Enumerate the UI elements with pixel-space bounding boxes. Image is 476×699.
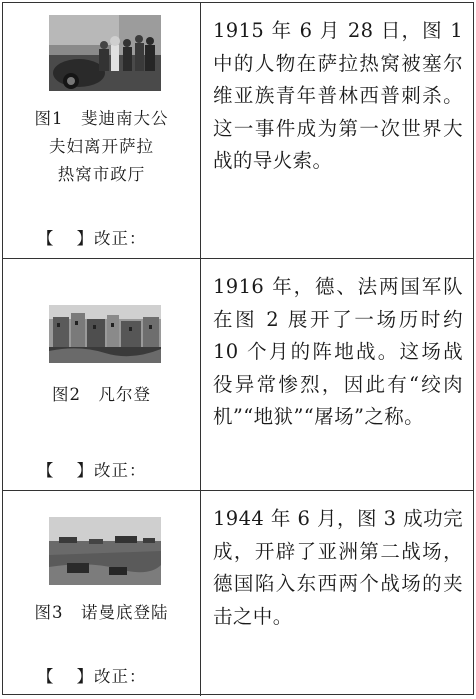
correction-blank-2[interactable] bbox=[37, 457, 147, 481]
caption-line: 图3 诺曼底登陆 bbox=[34, 603, 169, 622]
correction-blank-3[interactable] bbox=[37, 663, 147, 687]
caption-line: 热窝市政厅 bbox=[57, 165, 146, 184]
photo-verdun bbox=[49, 305, 161, 363]
figure-cell-2 bbox=[3, 259, 201, 490]
statement-text-3: 1944 年 6 月，图 3 成功完成，开辟了亚洲第二战场，德国陷入东西两个战场的夹击之中。 bbox=[213, 507, 463, 628]
figure-cell-3 bbox=[3, 491, 201, 696]
caption-line: 夫妇离开萨拉 bbox=[49, 137, 154, 156]
figure-caption-2 bbox=[3, 381, 200, 409]
correction-label: 改正： bbox=[94, 667, 147, 686]
answer-bracket[interactable]: 【 】 bbox=[37, 461, 94, 480]
table-row-1 bbox=[3, 3, 473, 259]
correction-label: 改正： bbox=[94, 461, 147, 480]
photo-archduke bbox=[49, 15, 161, 91]
caption-line: 图1 斐迪南大公 bbox=[34, 109, 169, 128]
figure-cell-1 bbox=[3, 3, 201, 258]
answer-bracket[interactable]: 【 】 bbox=[37, 667, 94, 686]
caption-line: 图2 凡尔登 bbox=[52, 385, 151, 404]
correction-label: 改正： bbox=[94, 229, 147, 248]
table-row-2 bbox=[3, 259, 473, 491]
correction-blank-1[interactable] bbox=[37, 225, 147, 249]
table-row-3 bbox=[3, 491, 473, 696]
statement-text-2: 1916 年，德、法两国军队在图 2 展开了一场历时约 10 个月的阵地战。这场战役异常惨烈，因此有“绞肉机”“地狱”“屠场”之称。 bbox=[213, 275, 463, 429]
statement-text-1: 1915 年 6 月 28 日，图 1 中的人物在萨拉热窝被塞尔维亚族青年普林西普刺杀。这一事件成为第一次世界大战的导火索。 bbox=[213, 19, 463, 173]
question-table bbox=[2, 2, 474, 695]
photo-normandy bbox=[49, 517, 161, 585]
answer-bracket[interactable]: 【 】 bbox=[37, 229, 94, 248]
figure-caption-3 bbox=[3, 599, 200, 627]
figure-caption-1 bbox=[3, 105, 200, 189]
